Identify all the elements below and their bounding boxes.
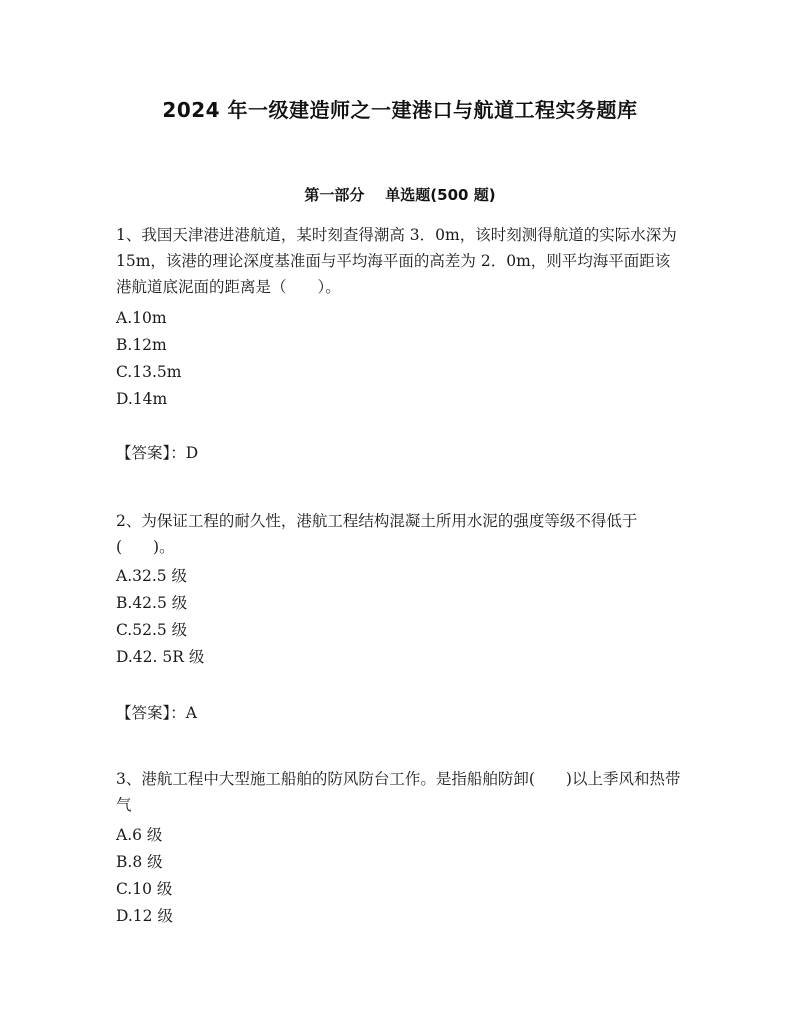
- question-3-option-c: C.10 级: [116, 880, 173, 898]
- question-1-option-d: D.14m: [116, 390, 168, 408]
- question-1-answer: [116, 440, 198, 466]
- answer-label: 【答案】: [116, 704, 171, 722]
- question-3-option-d: D.12 级: [116, 907, 173, 925]
- question-3-stem: 3、港航工程中大型施工船舶的防风防台工作。是指船舶防卸( )以上季风和热带气: [116, 770, 681, 814]
- question-3-option-a: A.6 级: [116, 826, 163, 844]
- document-title: 2024 年一级建造师之一建港口与航道工程实务题库: [162, 98, 638, 122]
- question-2-answer: [116, 700, 197, 726]
- question-2-option-c: C.52.5 级: [116, 621, 188, 639]
- answer-label: 【答案】: [116, 444, 171, 462]
- question-1-option-b: B.12m: [116, 336, 167, 354]
- question-2-option-a: A.32.5 级: [116, 567, 188, 585]
- question-1-option-a: A.10m: [116, 309, 167, 327]
- question-3-option-b: B.8 级: [116, 853, 163, 871]
- answer-value: ：D: [170, 444, 199, 462]
- question-2-option-d: D.42. 5R 级: [116, 648, 205, 666]
- question-2-stem: 2、为保证工程的耐久性，港航工程结构混凝土所用水泥的强度等级不得低于( )。: [116, 512, 638, 556]
- question-2-option-b: B.42.5 级: [116, 594, 188, 612]
- section-heading: 第一部分 单选题(500 题): [304, 186, 496, 204]
- answer-value: ：A: [170, 704, 197, 722]
- question-1-stem: 1、我国天津港进港航道，某时刻查得潮高 3．0m，该时刻测得航道的实际水深为 15m，该港的理论深度基准面与平均海平面的高差为 2．0m，则平均海平面距该港航道底泥面的距离是（ ）。: [116, 226, 677, 296]
- question-1-option-c: C.13.5m: [116, 363, 182, 381]
